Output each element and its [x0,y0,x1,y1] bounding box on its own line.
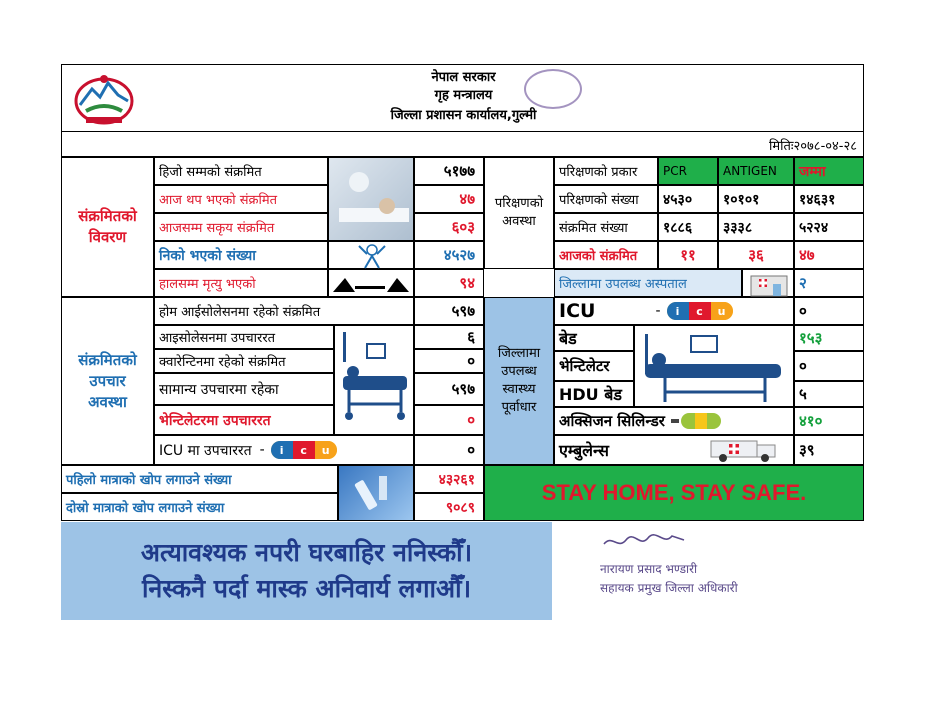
test-row-pcr-today: ११ [658,241,718,269]
treat-value-home: ५९७ [414,297,484,325]
treat-value-icu: ० [414,435,484,465]
test-header-pcr: PCR [658,157,718,185]
icu-logo-icon-2: i c u [667,302,733,320]
treat-icu-text: ICU मा उपचाररत [159,442,252,459]
infra-value-bed: १५३ [794,325,864,351]
infra-value-icu: ० [794,297,864,325]
row-label-deaths: हालसम्म मृत्यु भएको [154,269,328,297]
vaccine-photo [338,465,414,521]
section-title-infrastructure: जिल्लामा उपलब्ध स्वास्थ्य पूर्वाधार [484,297,554,465]
infra-label-oxygen [554,407,794,435]
infra-label-ambulance [554,435,794,465]
treat-label-ventilator: भेन्टिलेटरमा उपचाररत [154,405,334,435]
header [61,64,864,132]
infra-value-oxygen: ४१० [794,407,864,435]
signature-block [600,530,800,610]
infra-value-ambulance: ३९ [794,435,864,465]
date-row [61,131,864,157]
row-label-today-new: आज थप भएको संक्रमित [154,185,328,213]
value-recovered: ४५२७ [414,241,484,269]
notice-box [61,522,552,620]
row-label-yesterday: हिजो सम्मको संक्रमित [154,157,328,185]
section-title-testing: परिक्षणको अवस्था [484,157,554,269]
test-row-pcr-infected: १८८६ [658,213,718,241]
test-header-total: जम्मा [794,157,864,185]
patient-photo [328,157,414,241]
office-stamp [524,69,582,109]
value-today-new: ४७ [414,185,484,213]
date: मितिः२०७८-०४-२८ [768,139,857,154]
notice-line2: निस्कनै पर्दा मास्क अनिवार्य लगाऔँ। [141,574,472,603]
treat-label-icu: ICU मा उपचाररत - i c u [154,435,414,465]
infra-value-ventilator: ० [794,351,864,381]
treat-value-ventilator: ० [414,405,484,435]
value-yesterday: ५१७७ [414,157,484,185]
hospital-label: जिल्लामा उपलब्ध अस्पताल [554,269,742,297]
icu-logo-icon: i c u [271,441,337,459]
test-row-antigen-infected: ३३३८ [718,213,794,241]
treat-value-isolation: ६ [414,325,484,349]
infra-label-icu: ICU - i c u [554,297,794,325]
header-line2: गृह मन्त्रालय [434,88,493,103]
infra-label-hdu: HDU बेड [554,381,634,407]
test-row-label-infected: संक्रमित संख्या [554,213,658,241]
section-title-infection: संक्रमितको विवरण [61,157,154,297]
row-label-active: आजसम्म सकृय संक्रमित [154,213,328,241]
banner-text: STAY HOME, STAY SAFE. [541,480,807,505]
recovered-person-icon [328,241,414,269]
test-row-label-count: परिक्षणको संख्या [554,185,658,213]
vaccine-value-first: ४३२६१ [414,465,484,493]
hospital-icon [742,269,794,297]
header-line3: जिल्ला प्रशासन कार्यालय,गुल्मी [390,108,537,123]
death-icon [328,269,414,297]
header-line1: नेपाल सरकार [431,70,496,85]
vaccine-label-first: पहिलो मात्राको खोप लगाउने संख्या [61,465,338,493]
treat-label-isolation: आइसोलेसनमा उपचाररत [154,325,334,349]
ambulance-icon [709,437,779,463]
infra-label-ventilator: भेन्टिलेटर [554,351,634,381]
hospital-bed-icon [634,325,794,407]
value-active: ६०३ [414,213,484,241]
infra-ambulance-text: एम्बुलेन्स [559,441,610,460]
test-header-type: परिक्षणको प्रकार [554,157,658,185]
test-row-total-today: ४७ [794,241,864,269]
section-title-treatment: संक्रमितको उपचार अवस्था [61,297,154,465]
vaccine-label-second: दोस्रो मात्राको खोप लगाउने संख्या [61,493,338,521]
handwritten-signature [600,530,690,552]
hospital-value: २ [794,269,864,297]
infra-oxygen-text: अक्सिजन सिलिन्डर [559,412,665,430]
vaccine-value-second: ९०८९ [414,493,484,521]
signatory-designation: सहायक प्रमुख जिल्ला अधिकारी [600,581,738,595]
oxygen-cylinder-icon [671,411,723,431]
treat-value-general: ५९७ [414,373,484,405]
row-label-recovered: निको भएको संख्या [154,241,328,269]
treat-label-home: होम आईसोलेसनमा रहेको संक्रमित [154,297,414,325]
stay-home-banner [484,465,864,521]
treat-label-general: सामान्य उपचारमा रहेका [154,373,334,405]
test-header-antigen: ANTIGEN [718,157,794,185]
patient-bed-icon [334,325,414,435]
infra-label-bed: बेड [554,325,634,351]
infra-value-hdu: ५ [794,381,864,407]
treat-value-quarantine: ० [414,349,484,373]
test-row-pcr-count: ४५३० [658,185,718,213]
infra-icu-text: ICU [559,300,596,322]
notice-line1: अत्यावश्यक नपरी घरबाहिर ननिस्कौँ। [140,538,473,567]
treat-label-quarantine: क्वारेन्टिनमा रहेको संक्रमित [154,349,334,373]
test-row-label-today: आजको संक्रमित [554,241,658,269]
test-row-antigen-count: १०१०१ [718,185,794,213]
test-row-total-infected: ५२२४ [794,213,864,241]
test-row-antigen-today: ३६ [718,241,794,269]
test-row-total-count: १४६३१ [794,185,864,213]
signatory-name: नारायण प्रसाद भण्डारी [600,562,698,576]
value-deaths: ९४ [414,269,484,297]
